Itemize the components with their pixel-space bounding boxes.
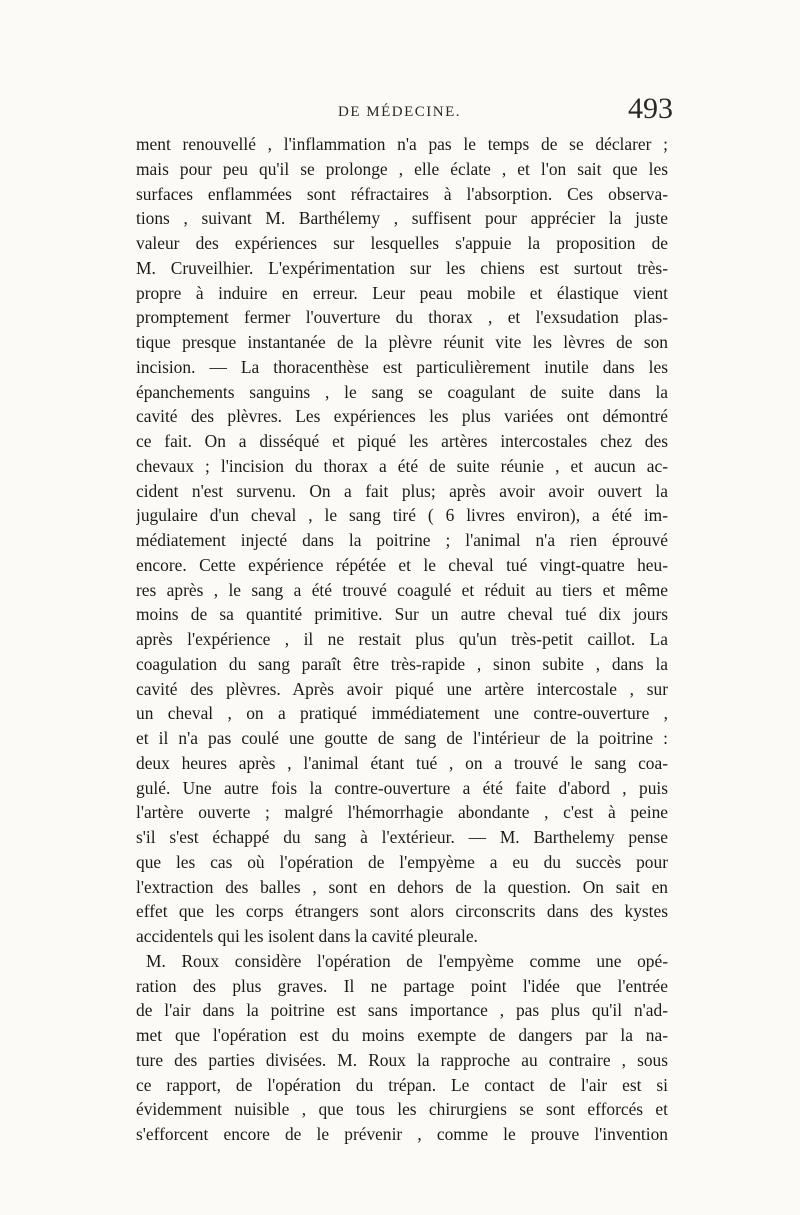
text-line: M. Roux considère l'opération de l'empyème comme une opé- [146, 950, 668, 971]
running-head: DE MÉDECINE. [338, 104, 461, 120]
text-line: tique presque instantanée de la plèvre réunit vite les lèvres de son [136, 332, 668, 352]
text-line: promptement fermer l'ouverture du thorax , et l'exsudation plas- [136, 307, 668, 328]
text-line: épanchements sanguins , le sang se coagulant de suite dans la [136, 381, 668, 402]
text-line: accidentels qui les isolent dans la cavité pleurale. [136, 926, 478, 946]
text-line: deux heures après , l'animal étant tué , on a trouvé le sang coa- [136, 752, 668, 773]
text-line: un cheval , on a pratiqué immédiatement une contre-ouverture , [136, 703, 668, 724]
text-line: l'artère ouverte ; malgré l'hémorrhagie abondante , c'est à peine [136, 802, 668, 823]
text-line: M. Cruveilhier. L'expérimentation sur les chiens est surtout très- [136, 257, 668, 278]
text-line: chevaux ; l'incision du thorax a été de suite réunie , et aucun ac- [136, 455, 668, 476]
text-line: mais pour peu qu'il se prolonge , elle éclate , et l'on sait que les [136, 158, 668, 179]
paragraph [136, 949, 668, 1147]
text-line: ture des parties divisées. M. Roux la rapproche au contraire , sous [136, 1049, 668, 1070]
text-line: effet que les corps étrangers sont alors circonscrits dans des kystes [136, 901, 668, 922]
page-number: 493 [628, 92, 673, 125]
text-line: ration des plus graves. Il ne partage point l'idée que l'entrée [136, 975, 668, 996]
text-line: que les cas où l'opération de l'empyème a eu du succès pour [136, 851, 668, 872]
text-line: cavité des plèvres. Après avoir piqué une artère intercostale , sur [136, 678, 668, 699]
text-line: médiatement injecté dans la poitrine ; l'animal n'a rien éprouvé [136, 530, 668, 550]
text-line: évidemment nuisible , que tous les chirurgiens se sont efforcés et [136, 1099, 668, 1120]
text-line: propre à induire en erreur. Leur peau mobile et élastique vient [136, 282, 668, 303]
text-line: gulé. Une autre fois la contre-ouverture a été faite d'abord , puis [136, 777, 668, 798]
text-line: moins de sa quantité primitive. Sur un autre cheval tué dix jours [136, 604, 668, 625]
text-line: coagulation du sang paraît être très-rapide , sinon subite , dans la [136, 653, 668, 674]
text-line: s'efforcent encore de le prévenir , comme le prouve l'invention [136, 1124, 668, 1144]
text-line: encore. Cette expérience répétée et le cheval tué vingt-quatre heu- [136, 554, 668, 575]
text-line: cident n'est survenu. On a fait plus; après avoir avoir ouvert la [136, 480, 668, 501]
body-text [136, 132, 668, 1147]
text-line: surfaces enflammées sont réfractaires à l'absorption. Ces observa- [136, 183, 668, 204]
text-line: res après , le sang a été trouvé coagulé et réduit au tiers et même [136, 579, 668, 600]
text-line: ce rapport, de l'opération du trépan. Le contact de l'air est si [136, 1074, 668, 1095]
text-line: ce fait. On a disséqué et piqué les artères intercostales chez des [136, 431, 668, 451]
page-header [0, 92, 800, 132]
text-line: incision. — La thoracenthèse est particulièrement inutile dans les [136, 356, 668, 377]
text-line: s'il s'est échappé du sang à l'extérieur. — M. Barthelemy pense [136, 827, 668, 847]
text-line: tions , suivant M. Barthélemy , suffisent pour apprécier la juste [136, 208, 668, 229]
text-line: cavité des plèvres. Les expériences les plus variées ont démontré [136, 406, 668, 427]
text-line: de l'air dans la poitrine est sans importance , pas plus qu'il n'ad- [136, 1000, 668, 1021]
text-line: après l'expérience , il ne restait plus qu'un très-petit caillot. La [136, 629, 668, 649]
paragraph [136, 132, 668, 949]
text-line: valeur des expériences sur lesquelles s'appuie la proposition de [136, 233, 668, 253]
text-line: met que l'opération est du moins exempte de dangers par la na- [136, 1025, 668, 1045]
text-line: et il n'a pas coulé une goutte de sang de l'intérieur de la poitrine : [136, 728, 668, 748]
text-line: jugulaire d'un cheval , le sang tiré ( 6 livres environ), a été im- [136, 505, 668, 526]
text-line: ment renouvellé , l'inflammation n'a pas le temps de se déclarer ; [136, 134, 668, 154]
text-line: l'extraction des balles , sont en dehors de la question. On sait en [136, 876, 668, 897]
